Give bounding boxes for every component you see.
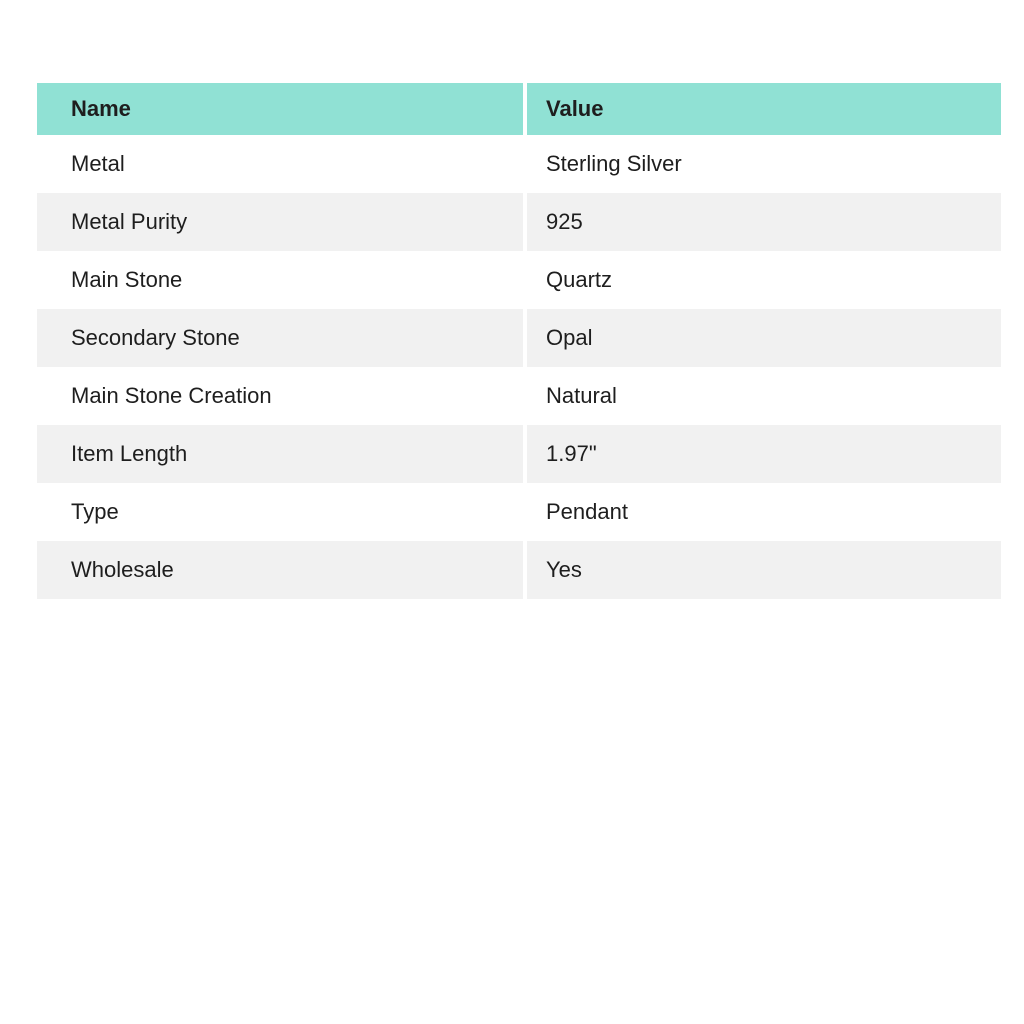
- table-row: [37, 309, 1001, 367]
- row-value: Sterling Silver: [523, 135, 1001, 193]
- row-name: Main Stone: [71, 267, 183, 292]
- product-specs-table: [37, 83, 1001, 599]
- row-value: Quartz: [523, 251, 1001, 309]
- row-value: 1.97": [523, 425, 1001, 483]
- row-name: Secondary Stone: [71, 325, 240, 350]
- row-name: Type: [71, 499, 119, 524]
- row-value: 925: [523, 193, 1001, 251]
- row-name: Metal: [71, 151, 125, 176]
- table-header-row: [37, 83, 1001, 135]
- row-value: Yes: [523, 541, 1001, 599]
- row-value: Opal: [523, 309, 1001, 367]
- table-row: [37, 425, 1001, 483]
- row-name: Main Stone Creation: [71, 383, 272, 408]
- table-row: [37, 483, 1001, 541]
- header-name: Name: [71, 96, 131, 121]
- table-row: [37, 251, 1001, 309]
- row-value: Pendant: [523, 483, 1001, 541]
- row-name: Wholesale: [71, 557, 174, 582]
- table-row: [37, 135, 1001, 193]
- row-value: Natural: [523, 367, 1001, 425]
- header-value: Value: [523, 83, 1001, 135]
- table-row: [37, 193, 1001, 251]
- table-row: [37, 367, 1001, 425]
- table-row: [37, 541, 1001, 599]
- row-name: Metal Purity: [71, 209, 188, 234]
- row-name: Item Length: [71, 441, 188, 466]
